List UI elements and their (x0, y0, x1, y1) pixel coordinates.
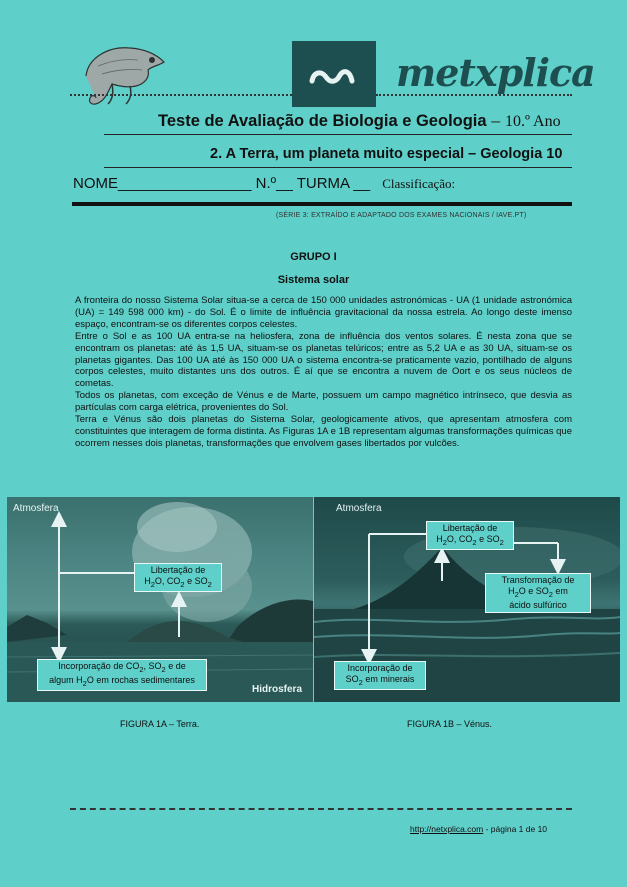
school-year: 10.º Ano (504, 113, 561, 130)
wave-logo-icon (292, 41, 376, 107)
release-gases-box: Libertação de $H_2O$, $CO_2$ e $SO_2$ (134, 563, 222, 592)
test-title-text: Teste de Avaliação de Biologia e Geologia (158, 112, 487, 130)
footer-dotted-rule (70, 808, 572, 810)
paragraph: Entre o Sol e as 100 UA entra-se na heliosfera, zona de influência dos ventos solares. É nesta zona que se encontram os planetas: até às 1,5 UA, situam-se os planetas telúricos; entre as 5,2 UA e as 30 UA, situam-se os planetas gigantes. Das 100 UA até às 150 000 UA o sistema encontra-se praticamente vazio, pontilhado de alguns corpos celestes, muito distantes uns dos outros. É aí que se encontra a nuvem de Oort e os seus núcleos de cometas. (75, 330, 572, 390)
figure-1a-earth (7, 497, 313, 702)
header-dotted-rule (70, 94, 292, 96)
incorporation-sedimentary-box: Incorporação de $CO_2$, $SO_2$ e de algum $H_2O$ em rochas sedimentares (37, 659, 207, 691)
name-number-class-fields: NOME________________ N.º__ TURMA __ (73, 175, 371, 192)
source-note: (SÉRIE 3: EXTRAÍDO E ADAPTADO DOS EXAMES NACIONAIS / IAVE.PT) (276, 212, 527, 219)
release-gases-box: Libertação de $H_2O$, $CO_2$ e $SO_2$ (426, 521, 514, 550)
chameleon-logo-icon (78, 36, 170, 110)
atmosphere-label: Atmosfera (13, 503, 59, 514)
page-number: - página 1 de 10 (483, 824, 548, 834)
unit-rule (104, 167, 572, 168)
header-thick-rule (72, 202, 572, 206)
student-info-line (73, 175, 455, 192)
atmosphere-label: Atmosfera (336, 503, 382, 514)
paragraph: Terra e Vénus são dois planetas do Sistema Solar, geologicamente ativos, que apresentam atmosfera com constituintes que interagem de forma distinta. As Figuras 1A e 1B representam algumas transformações químicas que ocorrem nesses dois planetas, transformações que envolvem gases libertados por vulcões. (75, 414, 572, 449)
footer (410, 824, 547, 834)
figure-1b-venus (314, 497, 620, 702)
brand-logo-box (292, 41, 376, 107)
unit-title: 2. A Terra, um planeta muito especial – Geologia 10 (210, 146, 563, 162)
brand-name: metxplica (396, 50, 595, 95)
group-title: GRUPO I (290, 251, 337, 263)
paragraph: A fronteira do nosso Sistema Solar situa-se a cerca de 150 000 unidades astronómicas - UA (1 unidade astronómica (UA) = 149 598 000 km) - do Sol. É o limite de influência gravitacional da nossa estrela. Ao longo deste imenso espaço, encontram-se os diferentes corpos celestes. (75, 295, 572, 330)
paragraph: Todos os planetas, com exceção de Vénus e de Marte, possuem um campo magnético intrínseco, que desvia as partículas com carga elétrica, provenientes do Sol. (75, 390, 572, 414)
body-text (75, 295, 572, 450)
test-title (158, 112, 561, 131)
section-title: Sistema solar (277, 274, 350, 286)
sulfuric-acid-box: Transformação de $H_2O$ e $SO_2$ em ácido sulfúrico (485, 573, 591, 613)
incorporation-minerals-box: Incorporação de $SO_2$ em minerais (334, 661, 426, 690)
title-rule (104, 134, 572, 135)
figure-1a-caption: FIGURA 1A – Terra. (120, 719, 200, 729)
website-link[interactable]: http://netxplica.com (410, 824, 484, 834)
classification-label: Classificação: (382, 176, 456, 191)
title-dash: – (491, 112, 501, 130)
hydrosphere-label: Hidrosfera (252, 684, 303, 695)
figure-1b-caption: FIGURA 1B – Vénus. (407, 719, 493, 729)
